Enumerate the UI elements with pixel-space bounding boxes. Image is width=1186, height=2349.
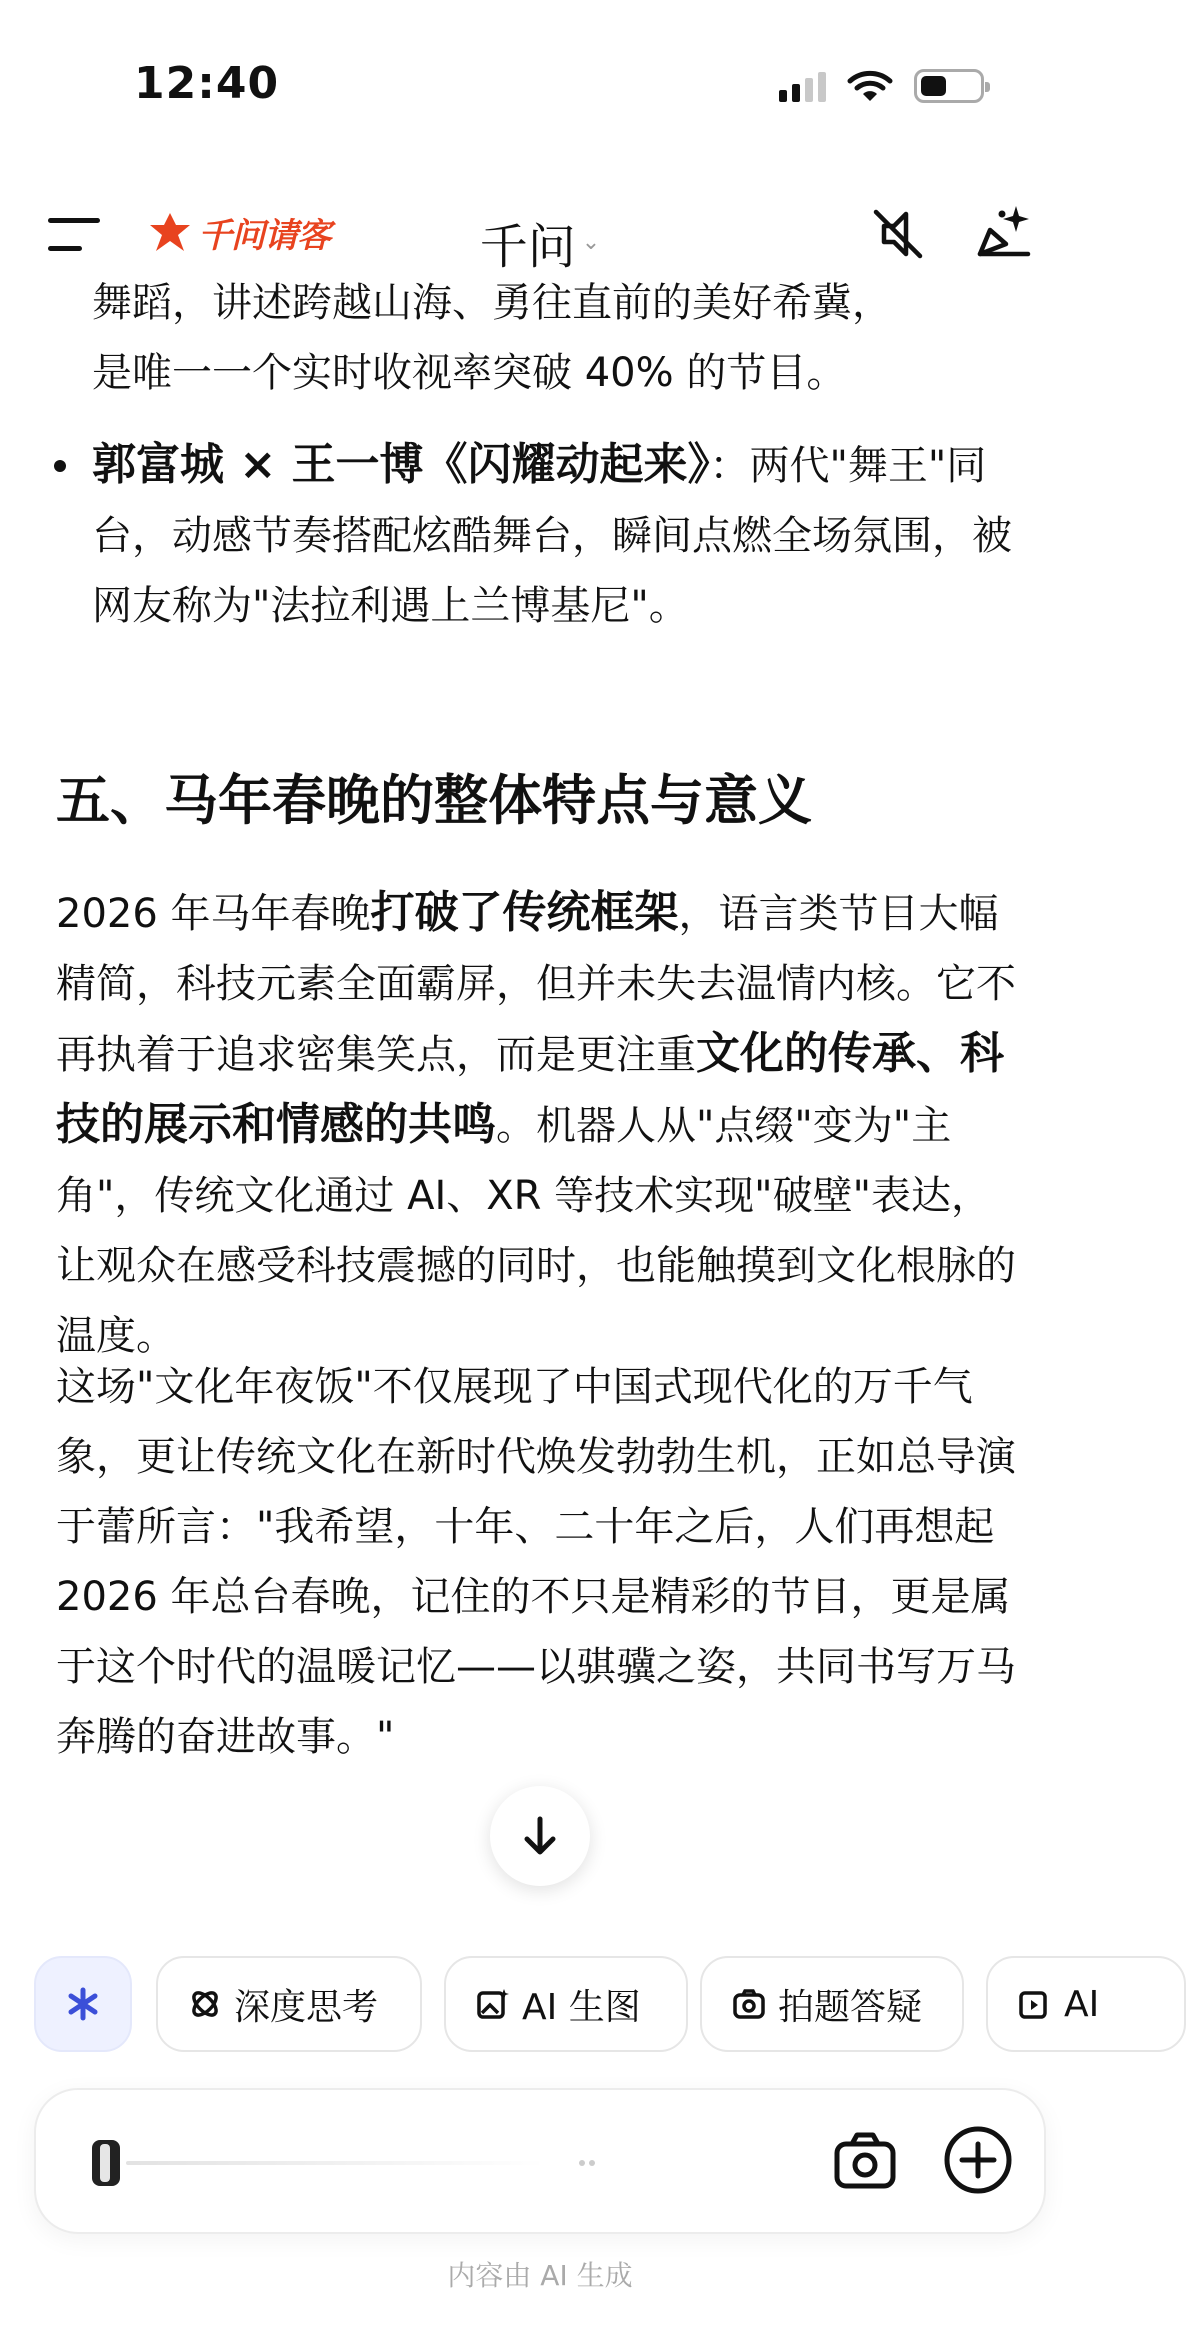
new-chat-sparkle-icon[interactable] [972,200,1036,264]
scroll-to-bottom-button[interactable] [490,1786,590,1886]
wifi-icon [848,69,892,103]
nav-title-text: 千问 [479,219,576,275]
paragraph-bold: 文化的传承、科技的展示和情感的共鸣 [56,1028,1004,1150]
chip-label: 拍题答疑 [778,1986,923,2028]
arrow-down-icon [517,1813,563,1859]
logo-text: 千问请客 [198,216,330,256]
video-icon [1018,1987,1052,2021]
camera-icon[interactable] [832,2128,898,2194]
chevron-down-icon: ⌄ [581,230,601,255]
chip-ai-image[interactable] [444,1956,688,2052]
menu-icon[interactable] [48,214,100,256]
ai-generated-note: 内容由 AI 生成 [447,2259,633,2292]
article-paragraph [56,878,1026,1371]
bullet-dot [54,460,66,472]
cellular-signal-icon [779,70,826,102]
chat-input[interactable] [34,2088,1046,2234]
logo[interactable] [148,208,330,257]
paragraph-text: 。机器人从"点缀"变为"主角"，传统文化通过 AI、XR 等技术实现"破壁"表达，让观众在感受科技震撼的同时，也能触摸到文化根脉的温度。 [56,1103,1016,1359]
voice-wave-icon[interactable] [92,2138,612,2188]
bullet-item [92,430,1022,641]
chip-label: AI 生图 [522,1986,641,2028]
feature-chips [34,1956,1100,2052]
chip-deep-think[interactable] [156,1956,422,2052]
quick-action-button[interactable] [34,1956,132,2052]
chip-label: 深度思考 [234,1986,379,2028]
article-paragraph: 这场"文化年夜饭"不仅展现了中国式现代化的万千气象，更让传统文化在新时代焕发勃勃生机，正如总导演于蕾所言："我希望，十年、二十年之后，人们再想起 2026 年总台春晚，记住的不只是精彩的节目，更是属于这个时代的温暖记忆——以骐骥之姿，共同书写万马奔腾的奋进故事。" [56,1364,1016,1760]
speaker-mute-icon[interactable] [868,204,928,264]
sparkle-icon [63,1984,103,2024]
battery-icon [914,69,984,103]
chip-photo-question[interactable] [700,1956,964,2052]
status-bar [0,0,1080,150]
paragraph-text: 2026 年马年春晚 [56,891,371,937]
article-text: 是唯一一个实时收视率突破 40% 的节目。 [92,350,847,396]
image-gen-icon [476,1987,510,2021]
chat-content [0,280,1080,1920]
status-icons [779,66,984,106]
add-icon[interactable] [942,2124,1014,2196]
top-nav [0,190,1080,280]
bullet-text: ：两代"舞王"同台，动感节奏搭配炫酷舞台，瞬间点燃全场氛围，被网友称为"法拉利遇上兰博基尼"。 [92,443,1012,629]
chip-label: AI [1064,1983,1100,2025]
paragraph-text: ，语言类节目大幅精简，科技元素全面霸屏，但并未失去温情内核。它不再执着于追求密集笑点，而是更注重 [56,891,1016,1078]
model-selector[interactable] [480,208,600,277]
camera-question-icon [732,1987,766,2021]
section-heading: 五、马年春晚的整体特点与意义 [56,769,812,832]
paragraph-bold: 打破了传统框架 [370,887,679,938]
logo-mark-icon [148,211,192,255]
deep-think-icon [188,1987,222,2021]
chip-more[interactable] [986,1956,1186,2052]
status-time: 12:40 [134,58,280,109]
bullet-title: 郭富城 × 王一博《闪耀动起来》 [92,439,710,490]
article-text-cut: 舞蹈，讲述跨越山海、勇往直前的美好希冀， [92,280,892,326]
